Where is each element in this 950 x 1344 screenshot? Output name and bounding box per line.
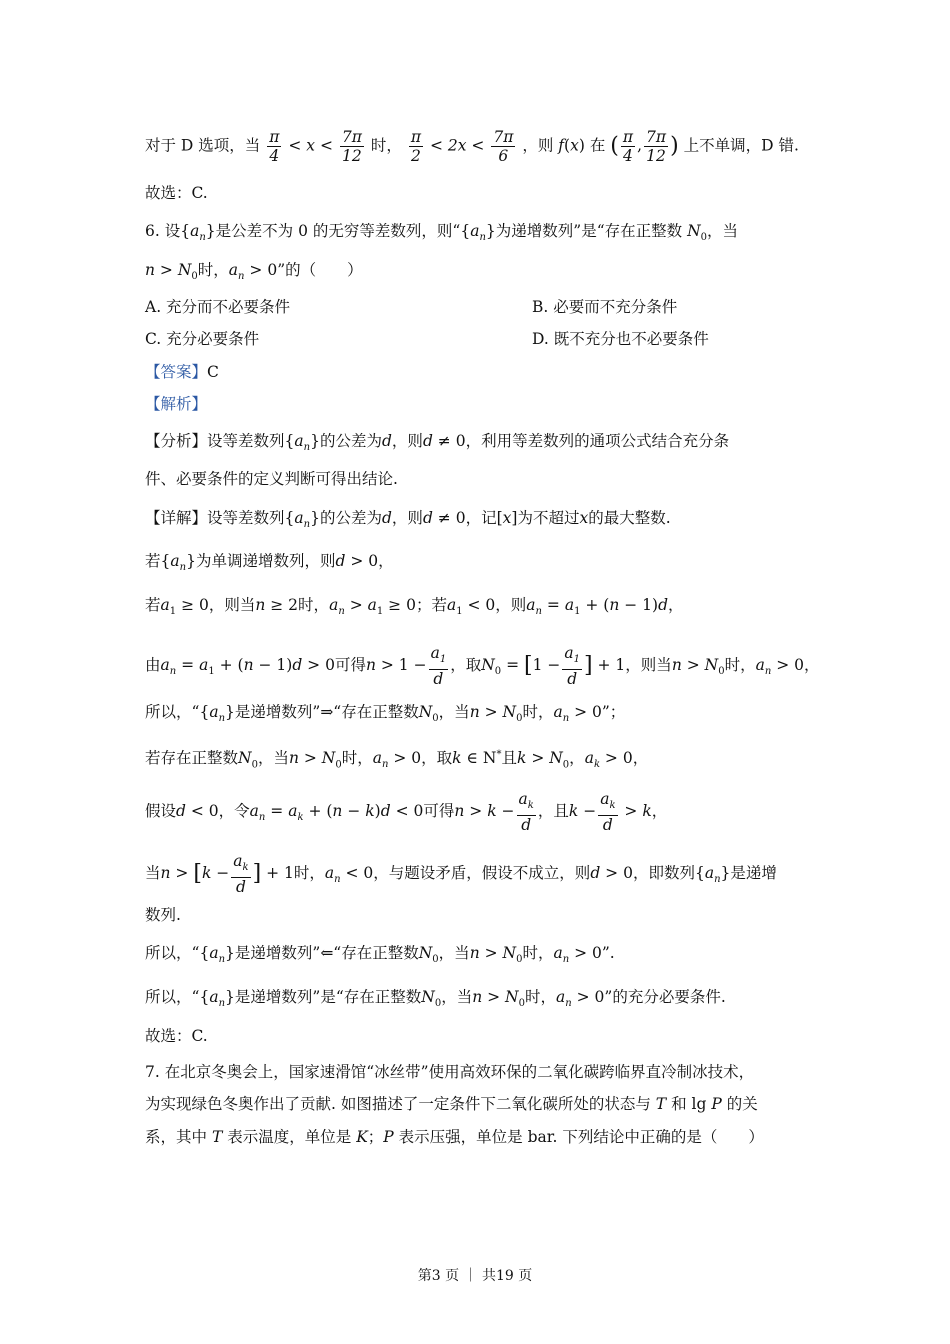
question-7-stem: 7. 在北京冬奥会上，国家速滑馆“冰丝带”使用高效环保的二氧化碳跨临界直冷制冰技术，	[145, 1063, 755, 1081]
detail-step-8: 所以，“$\{a_n\}$是递增数列”⇐“存在正整数$N_0$，当$n > N_0$时，$a_n > 0$”.	[145, 944, 615, 966]
answer-choice-line: 故选：C.	[145, 184, 208, 202]
page-footer: 第3 页 ｜ 共19 页	[417, 1268, 533, 1284]
question-7-stem-cont: 为实现绿色冬奥作出了贡献. 如图描述了一定条件下二氧化碳所处的状态与 T 和 lg P 的关	[145, 1095, 758, 1113]
option-d: D. 既不充分也不必要条件	[532, 330, 709, 348]
detail-conclusion: 所以，“$\{a_n\}$是递增数列”是“存在正整数$N_0$，当$n > N_0$时，$a_n > 0$”的充分必要条件.	[145, 988, 726, 1010]
option-d-analysis: 对于 D 选项，当 $\frac{\pi}{4}$ < x < $\frac{7\pi}{12}$ 时， $\frac{\pi}{2}$ < 2x < $\frac{7\pi}{6}$ ，则 f(x) 在 ( $\frac{\pi}{4}$ , $\frac{7\pi}{12}$ ) 上不单调，D 错.	[145, 128, 799, 165]
option-c: C. 充分必要条件	[145, 330, 260, 348]
detail-step-6: 假设d < 0，令$a_n = a_k + (n - k)d < 0$可得n > k − $\frac{a_k}{d}$ ，且k − $\frac{a_k}{d}$ > k，	[145, 790, 668, 835]
analysis-summary-cont: 件、必要条件的定义判断可得出结论.	[145, 470, 398, 488]
option-a: A. 充分而不必要条件	[145, 298, 291, 316]
detail-intro: 【详解】设等差数列$\{a_n\}$的公差为d，则d ≠ 0，记[x]为不超过x的最大整数.	[145, 509, 671, 531]
detail-step-3: 由$a_n = a_1 + (n - 1)d > 0$可得n > 1 − $\frac{a_1}{d}$ ，取$N_0 = [1$ − $\frac{a_1}{d}$ ] + 1，则当$n > N_0$时，$a_n > 0$，	[145, 644, 820, 689]
detail-step-1: 若$\{a_n\}$为单调递增数列，则d > 0，	[145, 552, 394, 574]
detail-step-7-cont: 数列.	[145, 906, 181, 924]
question-6-stem: 6. 设$\{a_n\}$是公差不为 0 的无穷等差数列，则“$\{a_n\}$为递增数列”是“存在正整数 $N_0$，当	[145, 222, 739, 244]
detail-step-2: 若$a_1 \ge 0$，则当n ≥ 2时，$a_n > a_1 \ge 0$；若$a_1 < 0$，则$a_n = a_1 + (n - 1)d$，	[145, 596, 684, 618]
detail-step-5: 若存在正整数$N_0$，当$n > N_0$时，$a_n > 0$，取k ∈ N*且$k > N_0$，$a_k > 0$，	[145, 749, 649, 771]
analysis-heading: 【解析】	[145, 395, 208, 413]
final-choice: 故选：C.	[145, 1027, 208, 1045]
detail-step-4: 所以，“$\{a_n\}$是递增数列”⇒“存在正整数$N_0$，当$n > N_0$时，$a_n > 0$”；	[145, 703, 626, 725]
question-6-stem-cont: $n > N_0$时，$a_n > 0$”的（ ）	[145, 261, 363, 283]
question-7-stem-cont2: 系，其中 T 表示温度，单位是 K；P 表示压强，单位是 bar. 下列结论中正确的是（ ）	[145, 1128, 764, 1146]
analysis-summary: 【分析】设等差数列$\{a_n\}$的公差为d，则d ≠ 0，利用等差数列的通项公式结合充分条	[145, 432, 730, 454]
detail-step-7: 当n > [k − $\frac{a_k}{d}$ ] + 1时，$a_n < 0$，与题设矛盾，假设不成立，则d > 0，即数列$\{a_n\}$是递增	[145, 852, 777, 897]
answer-line: 【答案】C	[145, 363, 219, 381]
option-b: B. 必要而不充分条件	[532, 298, 678, 316]
